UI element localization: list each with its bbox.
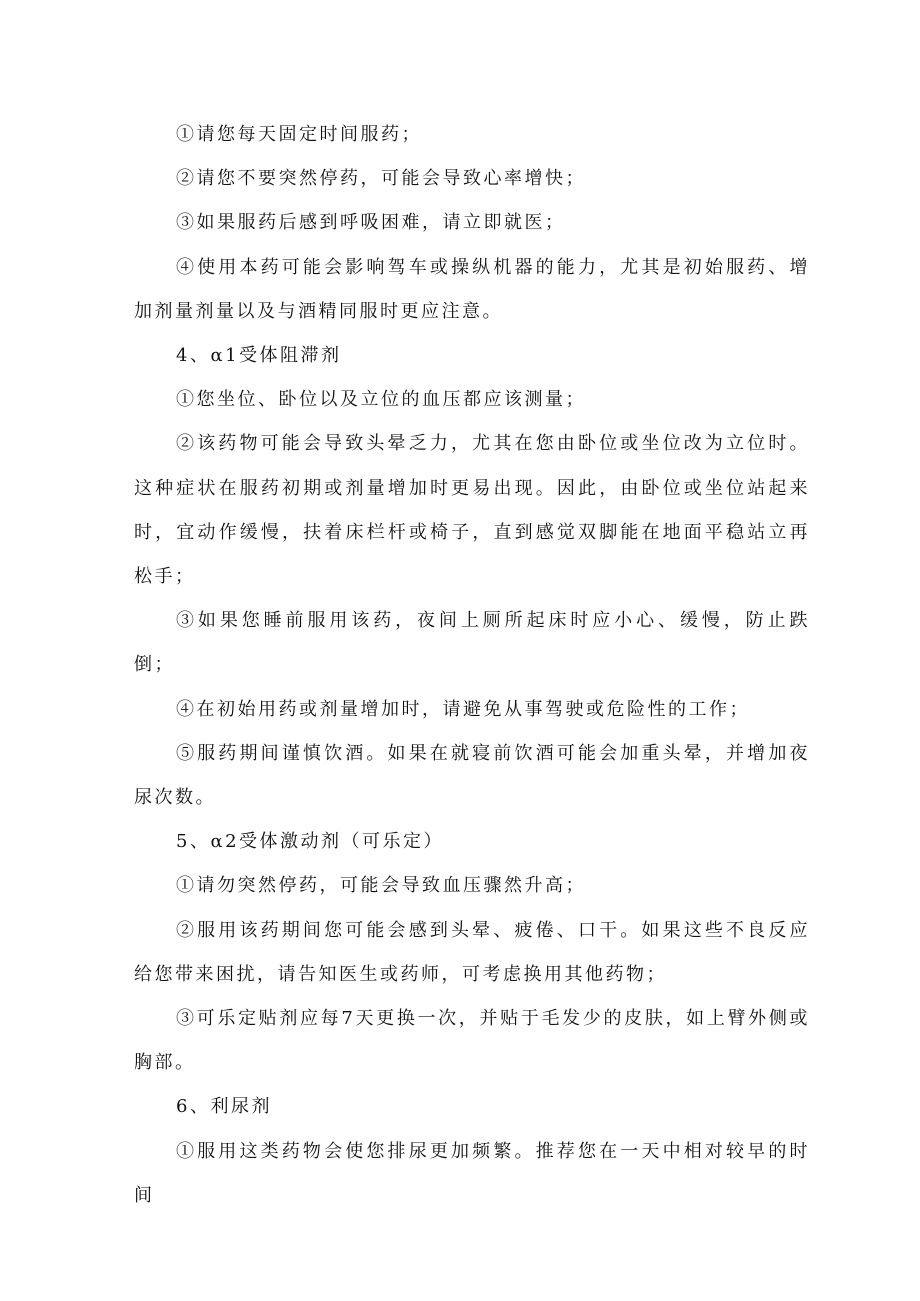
list-item-avoid-driving: ④在初始用药或剂量增加时，请避免从事驾驶或危险性的工作； — [176, 698, 750, 720]
list-item-no-sudden-stop: ②请您不要突然停药，可能会导致心率增快； — [176, 168, 586, 190]
list-item-night-bathroom: ③如果您睡前服用该药，夜间上厕所起床时应小心、缓慢，防止跌倒； — [134, 610, 810, 676]
list-item-driving-caution: ④使用本药可能会影响驾车或操纵机器的能力，尤其是初始服药、增加剂量剂量以及与酒精同服时更应注意。 — [134, 256, 810, 322]
document-body — [134, 113, 810, 1218]
list-item-side-effects: ②服用该药期间您可能会感到头晕、疲倦、口干。如果这些不良反应给您带来困扰，请告知医生或药师，可考虑换用其他药物； — [134, 919, 810, 985]
list-item-patch: ③可乐定贴剂应每7天更换一次，并贴于毛发少的皮肤，如上臂外侧或胸部。 — [134, 1008, 810, 1074]
list-item-no-stop-clonidine: ①请勿突然停药，可能会导致血压骤然升高； — [176, 875, 586, 897]
section-heading-alpha1-blocker: 4、α1受体阻滞剂 — [176, 345, 342, 367]
list-item-frequent-urination: ①服用这类药物会使您排尿更加频繁。推荐您在一天中相对较早的时间 — [134, 1140, 810, 1206]
list-item-breathing-difficulty: ③如果服药后感到呼吸困难，请立即就医； — [176, 212, 566, 234]
list-item-dizziness: ②该药物可能会导致头晕乏力，尤其在您由卧位或坐位改为立位时。这种症状在服药初期或剂量增加时更易出现。因此，由卧位或坐位站起来时，宜动作缓慢，扶着床栏杆或椅子，直到感觉双脚能在地面平稳站立再松手； — [134, 433, 810, 588]
list-item-fixed-time: ①请您每天固定时间服药； — [176, 124, 422, 145]
section-heading-alpha2-agonist: 5、α2受体激动剂（可乐定） — [176, 831, 445, 853]
list-item-measure-bp: ①您坐位、卧位以及立位的血压都应该测量； — [176, 389, 586, 411]
list-item-alcohol-caution: ⑤服药期间谨慎饮酒。如果在就寝前饮酒可能会加重头晕，并增加夜尿次数。 — [134, 742, 810, 809]
section-heading-diuretics: 6、利尿剂 — [176, 1096, 272, 1118]
